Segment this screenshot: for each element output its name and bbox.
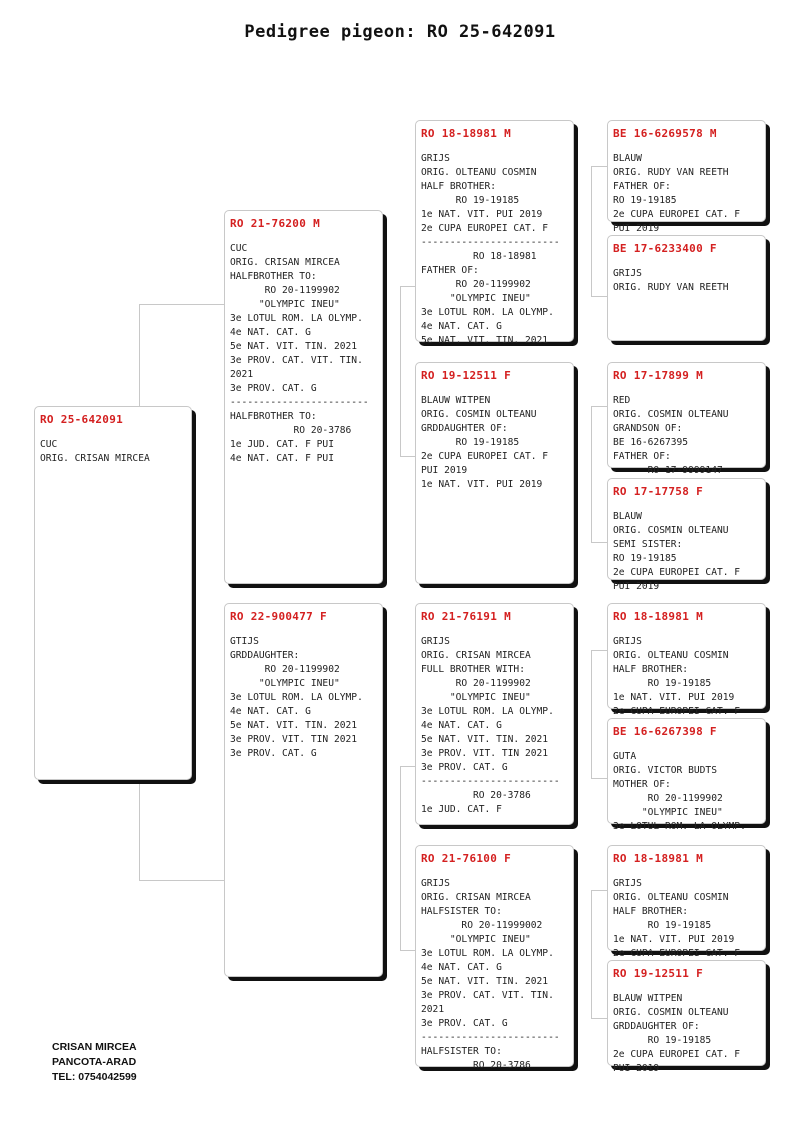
dam-card[interactable] xyxy=(224,603,383,977)
ancestor-card[interactable] xyxy=(607,478,766,592)
info-line: ORIG. CRISAN MIRCEA xyxy=(421,892,531,903)
info-line: FATHER OF: xyxy=(613,181,671,192)
ancestor-card[interactable] xyxy=(607,235,766,341)
info-line: HALFSISTER TO: xyxy=(421,1046,502,1057)
info-line: FATHER OF: xyxy=(421,265,479,276)
info-line: "OLYMPIC INEU" xyxy=(421,692,531,703)
connector-line xyxy=(591,890,608,891)
info-line: FULL BROTHER WITH: xyxy=(421,664,525,675)
info-line: 3e PROV. CAT. G xyxy=(230,748,317,759)
info-line: 3e LOTUL ROM. LA OLYMP. xyxy=(230,692,363,703)
info-line: GRDDAUGHTER: xyxy=(230,650,300,661)
pigeon-info xyxy=(613,394,760,478)
connector-line xyxy=(591,166,608,167)
connector-line xyxy=(591,296,608,297)
pigeon-info xyxy=(613,267,760,295)
ancestor-card[interactable] xyxy=(607,120,766,234)
info-line: RO 17-9999147 xyxy=(613,465,723,476)
info-line: ORIG. RUDY VAN REETH xyxy=(613,167,729,178)
info-line: 3e LOTUL ROM. LA OLYMP. xyxy=(421,706,554,717)
info-line: GRIJS xyxy=(613,268,642,279)
info-line: ORIG. CRISAN MIRCEA xyxy=(421,650,531,661)
connector-line xyxy=(591,1018,608,1019)
connector-line xyxy=(591,890,592,1018)
info-line: ORIG. CRISAN MIRCEA xyxy=(230,257,340,268)
connector-line xyxy=(591,650,608,651)
info-line: 1e JUD. CAT. F PUI xyxy=(230,439,334,450)
ring-number: RO 18-18981 M xyxy=(613,610,703,623)
connector-line xyxy=(400,286,401,456)
ancestor-card[interactable] xyxy=(607,960,766,1074)
info-line: 4e NAT. CAT. G xyxy=(421,720,502,731)
connector-line xyxy=(400,766,416,767)
info-line: 3e LOTUL ROM. LA OLYMP. xyxy=(613,821,746,832)
info-line: "OLYMPIC INEU" xyxy=(421,934,531,945)
info-line: FATHER OF: xyxy=(613,451,671,462)
info-line: RO 20-1199902 xyxy=(613,793,723,804)
pigeon-info xyxy=(613,152,760,236)
ring-number: BE 16-6269578 M xyxy=(613,127,717,140)
info-line: 2021 xyxy=(230,369,254,380)
info-line: RO 20-1199902 xyxy=(230,664,340,675)
info-line: RO 20-3786 xyxy=(421,790,531,801)
ring-number: BE 17-6233400 F xyxy=(613,242,717,255)
info-line: 5e NAT. VIT. TIN. 2021 xyxy=(421,335,549,346)
pigeon-info xyxy=(230,635,377,761)
info-line: 2021 xyxy=(421,1004,445,1015)
info-line: ORIG. COSMIN OLTEANU xyxy=(613,409,729,420)
connector-line xyxy=(591,406,592,542)
info-line: 1e NAT. VIT. PUI 2019 xyxy=(613,692,735,703)
info-line: ORIG. OLTEANU COSMIN xyxy=(421,167,537,178)
info-line: HALF BROTHER: xyxy=(613,906,689,917)
info-line: 3e PROV. CAT. VIT. TIN. xyxy=(230,355,363,366)
info-line: PUI 2019 xyxy=(421,465,468,476)
info-line: GRIJS xyxy=(421,878,450,889)
info-line: ORIG. COSMIN OLTEANU xyxy=(421,409,537,420)
info-line: 1e NAT. VIT. PUI 2019 xyxy=(613,934,735,945)
separator-line: ------------------------ xyxy=(421,776,560,787)
page-title: Pedigree pigeon: RO 25-642091 xyxy=(244,22,556,42)
ring-number: RO 18-18981 M xyxy=(613,852,703,865)
connector-line xyxy=(591,542,608,543)
info-line: ORIG. RUDY VAN REETH xyxy=(613,282,729,293)
info-line: GRIJS xyxy=(421,153,450,164)
info-line: "OLYMPIC INEU" xyxy=(230,678,340,689)
info-line: ORIG. OLTEANU COSMIN xyxy=(613,892,729,903)
sire-sire-card[interactable] xyxy=(415,120,574,346)
pigeon-info xyxy=(421,394,568,492)
info-line: 5e NAT. VIT. TIN. 2021 xyxy=(230,341,358,352)
info-line: HALF BROTHER: xyxy=(613,664,689,675)
info-line: 5e NAT. VIT. TIN. 2021 xyxy=(230,720,358,731)
breeder-name: CRISAN MIRCEA xyxy=(52,1041,137,1053)
info-line: 5e NAT. VIT. TIN. 2021 xyxy=(421,976,549,987)
info-line: GRIJS xyxy=(613,636,642,647)
info-line: BE 16-6267395 xyxy=(613,437,689,448)
ring-number: RO 19-12511 F xyxy=(613,967,703,980)
info-line: 2e CUPA EUROPEI CAT. F xyxy=(613,706,741,717)
info-line: RO 19-19185 xyxy=(421,195,520,206)
ring-number: RO 21-76200 M xyxy=(230,217,320,230)
info-line: 2e CUPA EUROPEI CAT. F xyxy=(613,1049,741,1060)
info-line: RO 20-3786 xyxy=(421,1060,531,1071)
info-line: ORIG. OLTEANU COSMIN xyxy=(613,650,729,661)
ring-number: RO 17-17758 F xyxy=(613,485,703,498)
info-line: GRDDAUGHTER OF: xyxy=(613,1021,700,1032)
ring-number: RO 17-17899 M xyxy=(613,369,703,382)
info-line: 1e NAT. VIT. PUI 2019 xyxy=(421,479,543,490)
info-line: GRDDAUGHTER OF: xyxy=(421,423,508,434)
pigeon-info xyxy=(613,992,760,1076)
ring-number: RO 18-18981 M xyxy=(421,127,511,140)
connector-line xyxy=(591,778,608,779)
sire-dam-card[interactable] xyxy=(415,362,574,584)
connector-line xyxy=(139,304,225,305)
info-line: CUC xyxy=(40,439,58,450)
info-line: 2e CUPA EUROPEI CAT. F xyxy=(613,948,741,959)
connector-line xyxy=(139,880,225,881)
info-line: GUTA xyxy=(613,751,637,762)
pigeon-info xyxy=(421,152,568,348)
ancestor-card[interactable] xyxy=(607,845,766,959)
dam-dam-card[interactable] xyxy=(415,845,574,1071)
sire-card[interactable] xyxy=(224,210,383,584)
info-line: RO 18-18981 xyxy=(421,251,537,262)
info-line: 4e NAT. CAT. G xyxy=(230,706,311,717)
info-line: RO 19-19185 xyxy=(613,920,712,931)
ring-number: RO 19-12511 F xyxy=(421,369,511,382)
connector-line xyxy=(591,650,592,778)
ring-number: RO 22-900477 F xyxy=(230,610,327,623)
info-line: RO 20-3786 xyxy=(230,425,352,436)
dam-sire-card[interactable] xyxy=(415,603,574,825)
ancestor-card[interactable] xyxy=(607,362,766,476)
info-line: RO 20-11999002 xyxy=(421,920,543,931)
info-line: GTIJS xyxy=(230,636,259,647)
info-line: RO 20-1199902 xyxy=(421,678,531,689)
info-line: RO 19-19185 xyxy=(613,553,677,564)
info-line: 2e CUPA EUROPEI CAT. F xyxy=(613,567,741,578)
pigeon-info xyxy=(613,510,760,594)
info-line: 3e PROV. CAT. VIT. TIN. xyxy=(421,990,554,1001)
connector-line xyxy=(400,950,416,951)
info-line: HALFBROTHER TO: xyxy=(230,411,317,422)
pigeon-info xyxy=(421,635,568,817)
info-line: ORIG. COSMIN OLTEANU xyxy=(613,525,729,536)
connector-line xyxy=(400,766,401,950)
info-line: 3e PROV. CAT. G xyxy=(421,762,508,773)
info-line: RO 19-19185 xyxy=(613,195,677,206)
separator-line: ------------------------ xyxy=(421,1032,560,1043)
info-line: 1e NAT. VIT. PUI 2019 xyxy=(421,209,543,220)
info-line: HALFBROTHER TO: xyxy=(230,271,317,282)
info-line: GRIJS xyxy=(613,878,642,889)
info-line: CUC xyxy=(230,243,248,254)
info-line: GRIJS xyxy=(421,636,450,647)
info-line: HALFSISTER TO: xyxy=(421,906,502,917)
subject-pigeon-card[interactable] xyxy=(34,406,192,780)
info-line: HALF BROTHER: xyxy=(421,181,497,192)
info-line: RO 20-1199902 xyxy=(421,279,531,290)
info-line: 4e NAT. CAT. G xyxy=(421,962,502,973)
pigeon-info xyxy=(613,635,760,719)
info-line: 3e PROV. CAT. G xyxy=(421,1018,508,1029)
info-line: 3e LOTUL ROM. LA OLYMP. xyxy=(421,948,554,959)
info-line: ORIG. VICTOR BUDTS xyxy=(613,765,717,776)
connector-line xyxy=(139,780,140,880)
ring-number: RO 21-76191 M xyxy=(421,610,511,623)
pigeon-info xyxy=(40,438,186,466)
connector-line xyxy=(139,304,140,408)
ring-number: RO 25-642091 xyxy=(40,413,124,426)
breeder-phone: TEL: 0754042599 xyxy=(52,1071,137,1083)
info-line: BLAUW xyxy=(613,153,642,164)
info-line: 1e JUD. CAT. F xyxy=(421,804,502,815)
info-line: RO 20-1199902 xyxy=(230,285,340,296)
info-line: RO 19-19185 xyxy=(421,437,520,448)
connector-line xyxy=(591,406,608,407)
pigeon-info xyxy=(421,877,568,1073)
connector-line xyxy=(400,286,416,287)
separator-line: ------------------------ xyxy=(230,397,369,408)
info-line: RED xyxy=(613,395,631,406)
info-line: GRANDSON OF: xyxy=(613,423,683,434)
info-line: "OLYMPIC INEU" xyxy=(230,299,340,310)
info-line: PUI 2019 xyxy=(613,1063,660,1074)
separator-line: ------------------------ xyxy=(421,237,560,248)
info-line: PUI 2019 xyxy=(613,581,660,592)
info-line: MOTHER OF: xyxy=(613,779,671,790)
info-line: 2e CUPA EUROPEI CAT. F xyxy=(421,451,549,462)
info-line: 5e NAT. VIT. TIN. 2021 xyxy=(421,734,549,745)
info-line: RO 19-19185 xyxy=(613,1035,712,1046)
breeder-location: PANCOTA-ARAD xyxy=(52,1056,137,1068)
info-line: BLAUW WITPEN xyxy=(421,395,491,406)
info-line: RO 19-19185 xyxy=(613,678,712,689)
info-line: BLAUW xyxy=(613,511,642,522)
pigeon-info xyxy=(230,242,377,466)
info-line: 3e PROV. VIT. TIN 2021 xyxy=(421,748,549,759)
info-line: PUI 2019 xyxy=(613,223,660,234)
connector-line xyxy=(591,166,592,296)
info-line: 2e CUPA EUROPEI CAT. F xyxy=(421,223,549,234)
ancestor-card[interactable] xyxy=(607,603,766,717)
info-line: BLAUW WITPEN xyxy=(613,993,683,1004)
info-line: 4e NAT. CAT. G xyxy=(230,327,311,338)
info-line: 4e NAT. CAT. F PUI xyxy=(230,453,334,464)
info-line: ORIG. CRISAN MIRCEA xyxy=(40,453,150,464)
info-line: 3e LOTUL ROM. LA OLYMP. xyxy=(230,313,363,324)
info-line: 3e LOTUL ROM. LA OLYMP. xyxy=(421,307,554,318)
info-line: 2e CUPA EUROPEI CAT. F xyxy=(613,209,741,220)
pigeon-info xyxy=(613,750,760,834)
info-line: "OLYMPIC INEU" xyxy=(421,293,531,304)
info-line: ORIG. COSMIN OLTEANU xyxy=(613,1007,729,1018)
ancestor-card[interactable] xyxy=(607,718,766,832)
ring-number: RO 21-76100 F xyxy=(421,852,511,865)
info-line: SEMI SISTER: xyxy=(613,539,683,550)
connector-line xyxy=(400,456,416,457)
info-line: 4e NAT. CAT. G xyxy=(421,321,502,332)
ring-number: BE 16-6267398 F xyxy=(613,725,717,738)
info-line: 3e PROV. VIT. TIN 2021 xyxy=(230,734,358,745)
pigeon-info xyxy=(613,877,760,961)
breeder-info xyxy=(52,1040,137,1085)
info-line: 3e PROV. CAT. G xyxy=(230,383,317,394)
info-line: "OLYMPIC INEU" xyxy=(613,807,723,818)
